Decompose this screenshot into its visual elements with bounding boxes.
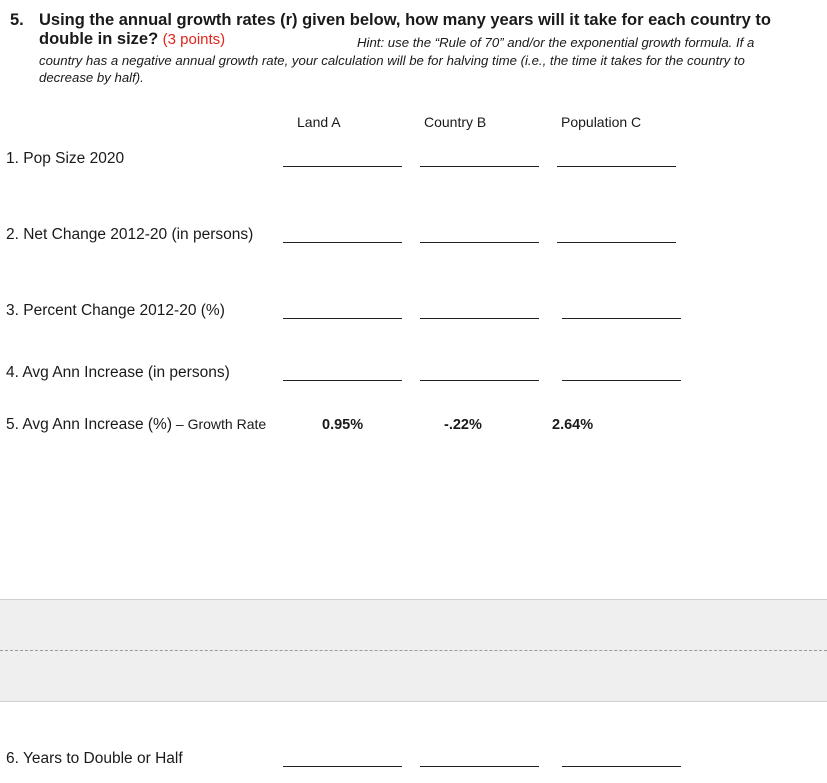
answer-blank[interactable] [420,318,539,319]
row-label-growth-rate [6,416,266,434]
row-label-avg-ann-increase-persons: 4. Avg Ann Increase (in persons) [6,364,230,381]
row-label-pop-size: 1. Pop Size 2020 [6,150,125,167]
answer-blank[interactable] [557,166,676,167]
growth-rate-label: 5. Avg Ann Increase (%) [6,416,173,433]
growth-rate-population-c: 2.64% [552,417,594,433]
answer-blank[interactable] [420,242,539,243]
question-title: Using the annual growth rates (r) given below, how many years will it take for each country to double in size? [39,11,771,48]
answer-blank[interactable] [562,380,681,381]
answer-blank[interactable] [562,318,681,319]
page-break-divider [0,650,827,651]
row-label-years-to-double: 6. Years to Double or Half [6,750,183,767]
answer-blank[interactable] [283,242,402,243]
column-header-land-a: Land A [297,114,341,130]
growth-rate-land-a: 0.95% [322,417,364,433]
answer-blank[interactable] [283,166,402,167]
answer-blank[interactable] [283,318,402,319]
column-header-population-c: Population C [561,114,642,130]
question-points: (3 points) [162,31,226,48]
hint-text: Hint: use the “Rule of 70” and/or the exponential growth formula. If a country has a negative annual growth rate, your calculation will be for halving time (i.e., the time it takes for the country to decrease by half). [39,35,755,85]
answer-blank[interactable] [420,380,539,381]
row-label-percent-change: 3. Percent Change 2012-20 (%) [6,302,225,319]
growth-rate-country-b: -.22% [444,417,482,433]
column-header-country-b: Country B [424,114,487,130]
question-number: 5. [10,11,24,29]
answer-blank[interactable] [420,166,539,167]
answer-blank[interactable] [283,766,402,767]
answer-blank[interactable] [420,766,539,767]
page-break-band-top [0,599,827,651]
growth-rate-suffix: – Growth Rate [172,416,267,432]
page-break-band-bottom [0,651,827,702]
answer-blank[interactable] [557,242,676,243]
answer-blank[interactable] [283,380,402,381]
row-label-net-change: 2. Net Change 2012-20 (in persons) [6,226,254,243]
answer-blank[interactable] [562,766,681,767]
